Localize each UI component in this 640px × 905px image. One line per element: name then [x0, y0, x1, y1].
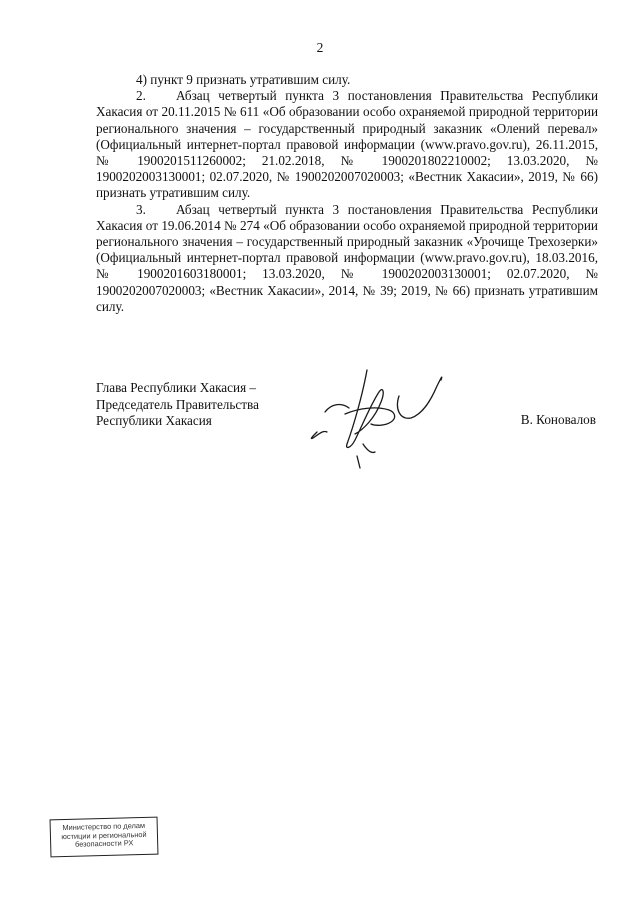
page-number: 2	[316, 40, 324, 55]
signer-title-line: Республики Хакасия	[96, 413, 212, 428]
handwritten-signature	[305, 352, 465, 477]
paragraph-item-4: 4) пункт 9 признать утратившим силу.	[136, 72, 351, 87]
signer-name: В. Коновалов	[520, 412, 596, 427]
signer-title-line: Глава Республики Хакасия –	[96, 380, 257, 395]
paragraph-item-2	[96, 88, 598, 201]
paragraph-text: Абзац четвертый пункта 3 постановления Правительства Республики Хакасия от 20.11.2015 № 611 «Об образовании особо охраняемой природной территории регионального значения – государственный природный заказник «Олений перевал» (Официальный интернет-портал правовой информации (www.pravo.gov.ru), 26.11.2015, № 1900201511260002; 21.02.2018, № 1900201802210002; 13.03.2020, № 1900202003130001; 02.07.2020, № 1900202007020003; «Вестник Хакасии», 2019, № 66) признать утратившим силу.	[96, 88, 598, 201]
stamp-line: безопасности РХ	[74, 838, 134, 849]
stamp-line: Министерство по делам	[62, 820, 146, 833]
stamp-line: юстиции и региональной	[61, 829, 147, 841]
signer-title	[96, 380, 326, 430]
paragraph-item-3	[96, 202, 598, 315]
paragraph-number: 3.	[136, 201, 146, 217]
paragraph-number: 2.	[136, 88, 146, 104]
document-body	[96, 72, 598, 315]
paragraph-text: Абзац четвертый пункта 3 постановления Правительства Республики Хакасия от 19.06.2014 № 274 «Об образовании особо охраняемой природной территории регионального значения – государственный природный заказник «Урочище Трехозерки» (Официальный интернет-портал правовой информации (www.pravo.gov.ru), 18.03.2016, № 1900201603180001; 13.03.2020, № 1900202003130001; 02.07.2020, № 1900202007020003; «Вестник Хакасии», 2014, № 39; 2019, № 66) признать утратившим силу.	[96, 201, 598, 314]
signer-title-line: Председатель Правительства	[96, 396, 259, 412]
registration-stamp	[50, 817, 159, 858]
